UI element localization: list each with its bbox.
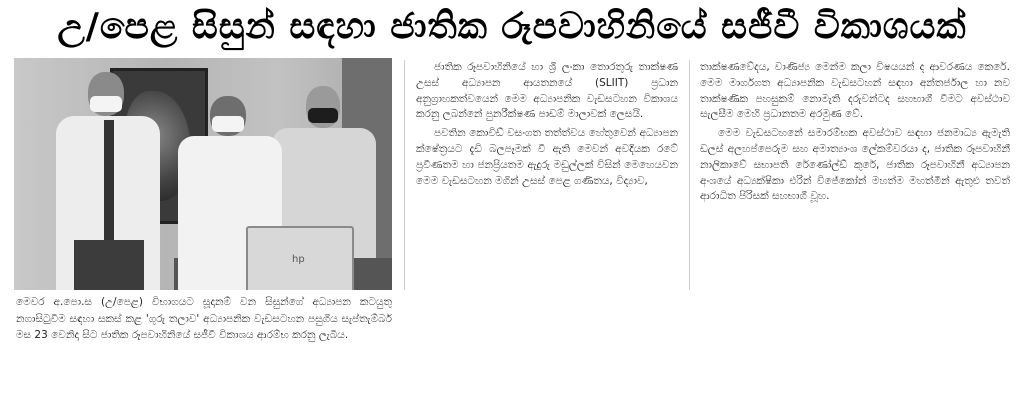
paragraph: මෙම වැඩසටහනේ සමාරම්භක අවස්ථාව සඳහා ජනමාධ්‍ය ඇමැති ඩලස් අලහප්පෙරුම සහ අමාත්‍යාංශ ලේකම්වරයා ද, ජාතික රූපවාහිනී නාලිකාවේ සභාපති රේණෝල්ඩ් කුරේ, ජාතික රූපවාහිනී අධ්‍යාපන අංශයේ අධ්‍යක්ෂිකා එරින් විජේකෝන් මහත්ම මහත්මීන් ඇතුළු තවත් ආරාධිත පිරිසක් සහභාගී වූහ. — [700, 127, 1010, 203]
person-left — [48, 72, 166, 290]
laptop — [246, 226, 354, 290]
laptop-logo: hp — [292, 254, 305, 265]
paragraph: පවතින කොවිඩ් වසංගත තත්ත්වය හේතුවෙන් අධ්‍යාපන ක්ෂේත්‍රයට දැඩි බලපෑමක් වී ඇති මෙවන් අවදියක රටේ ප්‍රවීණතම හා ජනප්‍රියතම ඇදුරු මඩුල්ලක් විසින් මෙහෙයවන මෙම වැඩසටහන මගින් උසස් පෙළ ගණිතය, විද්‍යාව, — [416, 127, 678, 187]
column-divider — [404, 60, 405, 290]
paragraph: තාක්ෂණවේදය, වාණිජ්‍ය මෙන්ම කලා විෂයයන් ද ආවරණය කෙරේ. මෙම මාර්ගගත අධ්‍යාපනික වැඩසටහන් සඳහා අන්තර්ජාල හා නව තාක්ෂණික පහසුකම් නොමැති දරුවන්ටද සහභාගී වීමට අවස්ථාව සැලසීම මෙහි ප්‍රධානතම අරමුණ වේ. — [700, 61, 1010, 121]
news-photo — [14, 58, 392, 290]
paragraph: ජාතික රූපවාහිනියේ හා ශ්‍රී ලංකා තොරතුරු තාක්ෂණ උසස් අධ්‍යාපන ආයතනයේ (SLIIT) ප්‍රධාන අනුග්‍රාහකත්වයෙන් මෙම අධ්‍යාපනික වැඩසටහන විකාශය කරනු ලබන්නේ පුනරීක්ෂණ පාඩම් මාලාවක් ලෙසයි. — [416, 61, 678, 121]
article-headline: උ/පෙළ සිසුන් සඳහා ජාතික රූපවාහිනියේ සජීවී විකාශයක් — [57, 6, 967, 47]
column-divider — [689, 60, 690, 290]
article-column-two — [416, 60, 678, 192]
photo-caption: මෙවර අ.පො.ස (උ/පෙළ) විභාගයට සූදානම් වන සිසුන්ගේ අධ්‍යාපන කටයුතු නගාසිටුවීම සඳහා සකස් කළ 'ගුරු තලාව' අධ්‍යාපනික වැඩසටහන පසුගිය සැප්තැම්බර් මස 23 වෙනිදා සිට ජාතික රූපවාහිනියේ සජීවී විකාශය ආරම්භ කරනු ලැබීය. — [16, 296, 392, 341]
article-column-three — [700, 60, 1010, 208]
